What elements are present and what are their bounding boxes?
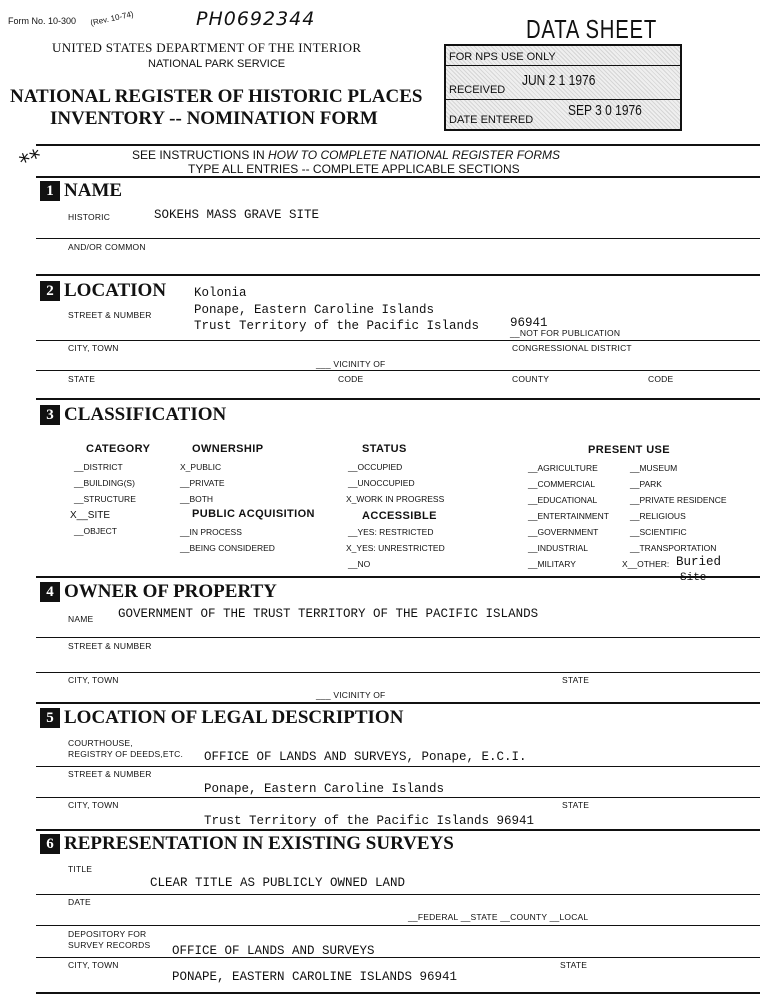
section-5-heading [40, 707, 403, 729]
vicinity-label: ___ VICINITY OF [316, 359, 386, 369]
section-6-title: REPRESENTATION IN EXISTING SURVEYS [64, 833, 454, 854]
survey-city-value: PONAPE, EASTERN CAROLINE ISLANDS 96941 [172, 970, 458, 984]
section-2-title: LOCATION [64, 280, 167, 301]
use-entertainment: __ENTERTAINMENT [528, 511, 609, 521]
owner-street-label: STREET & NUMBER [68, 641, 152, 651]
section-4-title: OWNER OF PROPERTY [64, 581, 277, 602]
section-2-heading [40, 280, 166, 302]
city-label: CITY, TOWN [68, 343, 119, 353]
owner-name: GOVERNMENT OF THE TRUST TERRITORY OF THE PACIFIC ISLANDS [118, 607, 539, 621]
survey-levels: __FEDERAL __STATE __COUNTY __LOCAL [408, 912, 589, 922]
access-restricted: __YES: RESTRICTED [348, 527, 434, 537]
entered-label: DATE ENTERED [449, 114, 534, 126]
use-educational: __EDUCATIONAL [528, 495, 598, 505]
section-4-number: 4 [40, 582, 60, 602]
department-name: UNITED STATES DEPARTMENT OF THE INTERIOR [52, 40, 362, 55]
survey-city-label: CITY, TOWN [68, 960, 119, 970]
street-label: STREET & NUMBER [68, 310, 152, 320]
service-name: NATIONAL PARK SERVICE [148, 58, 286, 70]
access-unrestricted: X_YES: UNRESTRICTED [346, 543, 445, 553]
owner-vicinity-label: ___ VICINITY OF [316, 690, 386, 700]
use-other-value: Buried [676, 555, 722, 569]
use-private-residence: __PRIVATE RESIDENCE [630, 495, 727, 505]
status-work-in-progress: X_WORK IN PROGRESS [346, 494, 445, 504]
acquisition-heading: PUBLIC ACQUISITION [192, 508, 315, 520]
use-other-value-2: Site [680, 572, 707, 584]
owner-city-label: CITY, TOWN [68, 675, 119, 685]
margin-mark: ** [16, 144, 46, 177]
code-label: CODE [338, 374, 364, 384]
depository-label-2: SURVEY RECORDS [68, 940, 151, 950]
section-2-number: 2 [40, 281, 60, 301]
section-5-title: LOCATION OF LEGAL DESCRIPTION [64, 707, 404, 728]
status-unoccupied: __UNOCCUPIED [348, 478, 415, 488]
courthouse-label-1: COURTHOUSE, [68, 738, 133, 748]
congressional-district-label: CONGRESSIONAL DISTRICT [512, 343, 632, 353]
section-5-number: 5 [40, 708, 60, 728]
section-3-number: 3 [40, 405, 60, 425]
section-1-title: NAME [64, 180, 123, 201]
legal-city-label: CITY, TOWN [68, 800, 119, 810]
legal-street-value: Ponape, Eastern Caroline Islands [204, 782, 445, 796]
access-no: __NO [348, 559, 371, 569]
location-line-3: Trust Territory of the Pacific Islands [194, 319, 480, 333]
use-agriculture: __AGRICULTURE [528, 463, 598, 473]
status-occupied: __OCCUPIED [348, 462, 403, 472]
historic-name: SOKEHS MASS GRAVE SITE [154, 208, 320, 222]
form-title-1: NATIONAL REGISTER OF HISTORIC PLACES [10, 86, 423, 107]
present-use-heading: PRESENT USE [588, 444, 671, 456]
legal-street-label: STREET & NUMBER [68, 769, 152, 779]
ownership-both: __BOTH [180, 494, 214, 504]
county-label: COUNTY [512, 374, 550, 384]
use-industrial: __INDUSTRIAL [528, 543, 588, 553]
owner-name-label: NAME [68, 614, 94, 624]
category-heading: CATEGORY [86, 443, 151, 455]
received-stamp: JUN 2 1 1976 [522, 72, 596, 89]
code-2-label: CODE [648, 374, 674, 384]
section-4-heading [40, 581, 277, 603]
category-site: X__SITE [70, 510, 111, 521]
use-other-label: X__OTHER: [622, 559, 670, 569]
accessible-heading: ACCESSIBLE [362, 510, 437, 522]
survey-date-label: DATE [68, 897, 91, 907]
ownership-public: X_PUBLIC [180, 462, 222, 472]
depository-value: OFFICE OF LANDS AND SURVEYS [172, 944, 375, 958]
location-line-2: Ponape, Eastern Caroline Islands [194, 303, 435, 317]
category-object: __OBJECT [74, 526, 117, 536]
section-3-title: CLASSIFICATION [64, 404, 227, 425]
nps-use-box [444, 44, 682, 131]
acquisition-in-process: __IN PROCESS [180, 527, 242, 537]
data-sheet-heading: DATA SHEET [526, 14, 658, 44]
entered-stamp: SEP 3 0 1976 [568, 102, 642, 119]
use-government: __GOVERNMENT [528, 527, 599, 537]
survey-title-label: TITLE [68, 864, 93, 874]
legal-state-label: STATE [562, 800, 590, 810]
acquisition-being-considered: __BEING CONSIDERED [180, 543, 275, 553]
survey-title-value: CLEAR TITLE AS PUBLICLY OWNED LAND [150, 876, 406, 890]
category-buildings: __BUILDING(S) [74, 478, 135, 488]
use-scientific: __SCIENTIFIC [630, 527, 687, 537]
section-1-number: 1 [40, 181, 60, 201]
survey-state-label: STATE [560, 960, 588, 970]
use-military: __MILITARY [528, 559, 576, 569]
section-6-number: 6 [40, 834, 60, 854]
received-label: RECEIVED [449, 84, 506, 96]
instructions-title: HOW TO COMPLETE NATIONAL REGISTER FORMS [268, 148, 561, 162]
instructions-line-2: TYPE ALL ENTRIES -- COMPLETE APPLICABLE SECTIONS [188, 162, 520, 176]
form-title-2: INVENTORY -- NOMINATION FORM [50, 108, 378, 129]
category-district: __DISTRICT [74, 462, 123, 472]
courthouse-label-2: REGISTRY OF DEEDS,ETC. [68, 749, 184, 759]
not-for-publication: __NOT FOR PUBLICATION [510, 328, 621, 338]
common-name-label: AND/OR COMMON [68, 242, 146, 252]
ownership-private: __PRIVATE [180, 478, 225, 488]
legal-state-value: Trust Territory of the Pacific Islands 96941 [204, 814, 535, 828]
section-6-heading [40, 833, 454, 855]
section-1-heading [40, 180, 122, 202]
use-museum: __MUSEUM [630, 463, 678, 473]
instructions-prefix: SEE INSTRUCTIONS IN [132, 148, 269, 162]
instructions-line-1 [132, 148, 560, 162]
historic-label: HISTORIC [68, 212, 111, 222]
ownership-heading: OWNERSHIP [192, 443, 264, 455]
location-line-1: Kolonia [194, 286, 247, 300]
nps-label: FOR NPS USE ONLY [449, 51, 556, 63]
use-religious: __RELIGIOUS [630, 511, 686, 521]
form-revision: (Rev. 10-74) [89, 9, 135, 28]
location-zip: 96941 [510, 316, 548, 330]
use-commercial: __COMMERCIAL [528, 479, 596, 489]
use-park: __PARK [630, 479, 662, 489]
status-heading: STATUS [362, 443, 407, 455]
use-transportation: __TRANSPORTATION [630, 543, 717, 553]
category-structure: __STRUCTURE [74, 494, 136, 504]
owner-state-label: STATE [562, 675, 590, 685]
state-label: STATE [68, 374, 96, 384]
courthouse-value: OFFICE OF LANDS AND SURVEYS, Ponape, E.C.I. [204, 750, 527, 764]
handwritten-id: PH0692344 [196, 8, 316, 30]
section-3-heading [40, 404, 226, 426]
depository-label-1: DEPOSITORY FOR [68, 929, 147, 939]
form-number: Form No. 10-300 [8, 16, 77, 26]
